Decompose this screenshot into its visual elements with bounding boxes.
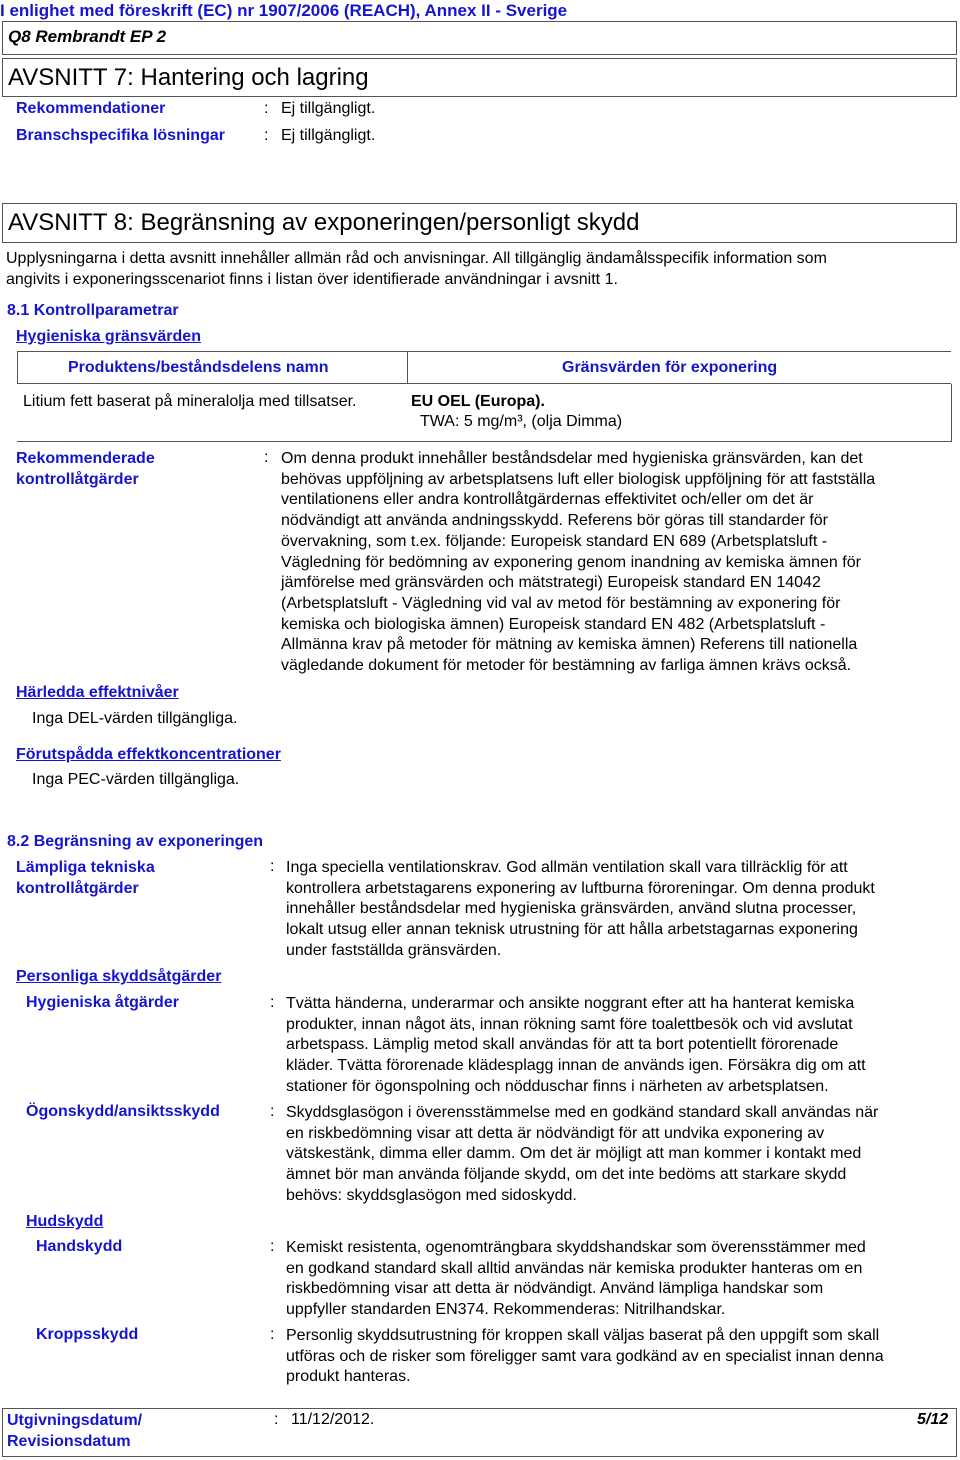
label-line: Rekommenderade bbox=[16, 450, 155, 467]
product-name: Q8 Rembrandt EP 2 bbox=[8, 27, 167, 46]
label-line: Lämpliga tekniska bbox=[16, 859, 155, 876]
body-protection-text bbox=[286, 1326, 956, 1388]
label-line: kontrollåtgärder bbox=[16, 879, 139, 897]
text-line: Skyddsglasögon i överensstämmelse med en godkänd standard skall användas när bbox=[286, 1104, 879, 1121]
body-protection-label: Kroppsskydd bbox=[36, 1326, 139, 1343]
text-line: innehåller beståndsdelar med hygieniska gränsvärden, använd slutna processer, bbox=[286, 900, 857, 918]
text-line: ventilationens eller andra kontrollåtgärdernas effektivitet och/eller om det är bbox=[281, 491, 814, 509]
text-line: stationer för ögonspolning och nödduschar finns i närheten av arbetsplatsen. bbox=[286, 1077, 829, 1095]
industry-solutions-label: Branschspecifika lösningar bbox=[16, 127, 225, 144]
footer-date-label bbox=[7, 1411, 142, 1452]
text-line: uppfyller standarden EN374. Rekommenderas: Nitrilhandskar. bbox=[286, 1301, 726, 1319]
recommended-controls-text bbox=[281, 449, 956, 677]
text-line: kläder. Tvätta förorenade klädesplagg innan de används igen. Försäkra dig om att bbox=[286, 1057, 866, 1075]
ppe-heading: Personliga skyddsåtgärder bbox=[16, 968, 222, 985]
text-line: behövas uppföljning av arbetsplatsens luft eller biologisk uppföljning för att fastställa bbox=[281, 470, 876, 488]
hand-protection-text bbox=[286, 1238, 956, 1321]
recommended-controls-label bbox=[16, 449, 155, 490]
engineering-controls-label bbox=[16, 858, 155, 899]
text-line: en riskbedömning visar att detta är nödvändigt för att undvika exponering av bbox=[286, 1124, 825, 1142]
text-line: lokalt utsug eller annan teknisk utrustning för att hålla arbetstagarnas exponering bbox=[286, 921, 858, 939]
text-line: arbetspass. Lämplig metod skall användas för att ta bort potentiellt förorenade bbox=[286, 1036, 839, 1054]
text-line: produkter, innan något äts, innan rökning samt före toalettbesök och vid avslutat bbox=[286, 1015, 853, 1033]
text-line: en godkand standard skall alltid användas när kemiska produkter hanteras om en bbox=[286, 1259, 863, 1277]
recommendations-label: Rekommendationer bbox=[16, 100, 166, 117]
text-line: Allmänna krav på metoder för mätning av kemiska ämnen) Referens till nationella bbox=[281, 636, 858, 654]
colon: : bbox=[274, 1411, 279, 1428]
intro-line: Upplysningarna i detta avsnitt innehåller allmän råd och anvisningar. All tillgänglig ändamålsspecifik information som bbox=[6, 250, 827, 267]
text-line: under fastställda gränsvärden. bbox=[286, 941, 502, 959]
colon: : bbox=[270, 858, 275, 875]
colon: : bbox=[270, 1103, 275, 1120]
text-line: Om denna produkt innehåller beståndsdelar med hygieniska gränsvärden, kan det bbox=[281, 450, 863, 467]
engineering-controls-text bbox=[286, 858, 956, 962]
text-line: ämnet bör man använda följande skydd, om det inte bedöms att starkare skydd bbox=[286, 1166, 847, 1184]
label-line: Revisionsdatum bbox=[7, 1432, 131, 1450]
text-line: kontrollera arbetstagarens exponering av luftburna föroreningar. Om denna produkt bbox=[286, 879, 875, 897]
eye-protection-label: Ögonskydd/ansiktsskydd bbox=[26, 1103, 220, 1120]
table-row-limit-title: EU OEL (Europa). bbox=[411, 393, 545, 410]
colon: : bbox=[270, 1326, 275, 1343]
colon: : bbox=[264, 449, 269, 466]
label-line: Utgivningsdatum/ bbox=[7, 1412, 143, 1429]
colon: : bbox=[264, 100, 269, 117]
pnec-heading: Förutspådda effektkoncentrationer bbox=[16, 746, 281, 763]
hygienic-limits-heading: Hygieniska gränsvärden bbox=[16, 328, 201, 345]
text-line: jämförelse med gränsvärden och mätstrategi) Europeisk standard EN 14042 bbox=[281, 574, 821, 592]
table-header-divider bbox=[407, 351, 408, 384]
colon: : bbox=[270, 994, 275, 1011]
intro-line: angivits i exponeringsscenariot finns i listan över identifierade användningar i avsnitt 1. bbox=[6, 270, 618, 288]
skin-protection-heading: Hudskydd bbox=[26, 1213, 104, 1230]
pnec-text: Inga PEC-värden tillgängliga. bbox=[32, 771, 240, 788]
eye-protection-text bbox=[286, 1103, 956, 1207]
recommendations-value: Ej tillgängligt. bbox=[281, 100, 376, 117]
text-line: produkt hanteras. bbox=[286, 1368, 411, 1386]
section8-title: AVSNITT 8: Begränsning av exponeringen/personligt skydd bbox=[8, 209, 640, 236]
colon: : bbox=[270, 1238, 275, 1255]
colon: : bbox=[264, 127, 269, 144]
text-line: Vägledning för bedömning av exponering genom inandning av kemiska ämnen för bbox=[281, 553, 861, 571]
text-line: behövs: skyddsglasögon med sidoskydd. bbox=[286, 1186, 577, 1204]
table-row-bottom-line bbox=[17, 441, 951, 442]
footer-box bbox=[2, 1408, 957, 1457]
label-line: kontrollåtgärder bbox=[16, 470, 139, 488]
text-line: vätskestänk, dimma eller damm. Om det är möjligt att man kommer i kontakt med bbox=[286, 1145, 862, 1163]
sub-heading-8-1: 8.1 Kontrollparametrar bbox=[7, 302, 179, 319]
footer-page-number: 5/12 bbox=[917, 1411, 949, 1428]
table-col-product-name: Produktens/beståndsdelens namn bbox=[68, 359, 329, 376]
dnel-text: Inga DEL-värden tillgängliga. bbox=[32, 710, 238, 727]
sub-heading-8-2: 8.2 Begränsning av exponeringen bbox=[7, 833, 264, 850]
dnel-heading: Härledda effektnivåer bbox=[16, 684, 179, 701]
industry-solutions-value: Ej tillgängligt. bbox=[281, 127, 376, 144]
table-row-name: Litium fett baserat på mineralolja med tillsatser. bbox=[23, 393, 357, 410]
text-line: övervakning, som t.ex. följande: Europeisk standard EN 689 (Arbetsplatsluft - bbox=[281, 532, 828, 550]
table-right-line bbox=[951, 384, 952, 442]
table-row-limit-value: TWA: 5 mg/m³, (olja Dimma) bbox=[420, 413, 623, 430]
hygiene-measures-text bbox=[286, 994, 956, 1098]
text-line: Inga speciella ventilationskrav. God allmän ventilation skall vara tillräcklig för att bbox=[286, 859, 848, 876]
regulation-header: I enlighet med föreskrift (EC) nr 1907/2006 (REACH), Annex II - Sverige bbox=[0, 1, 568, 20]
footer-date: 11/12/2012. bbox=[291, 1411, 375, 1428]
text-line: Tvätta händerna, underarmar och ansikte noggrant efter att ha hanterat kemiska bbox=[286, 995, 855, 1012]
table-col-exposure-limits: Gränsvärden för exponering bbox=[562, 359, 778, 376]
text-line: (Arbetsplatsluft - Vägledning vid val av metod för bestämning av exponering för bbox=[281, 594, 841, 612]
hand-protection-label: Handskydd bbox=[36, 1238, 123, 1255]
hygiene-measures-label: Hygieniska åtgärder bbox=[26, 994, 179, 1011]
section8-intro bbox=[6, 249, 956, 290]
text-line: nödvändigt att använda andningsskydd. Referens bör göras till standarder för bbox=[281, 512, 829, 530]
text-line: kemiska och biologiska ämnen) Europeisk standard EN 482 (Arbetsplatsluft - bbox=[281, 615, 826, 633]
text-line: utföras och de risker som föreligger samt vara godkänd av en specialist innan denna bbox=[286, 1347, 884, 1365]
text-line: vägledande dokument för metoder för bestämning av farliga ämnen krävs också. bbox=[281, 657, 852, 675]
text-line: Kemiskt resistenta, ogenomträngbara skyddshandskar som överensstämmer med bbox=[286, 1239, 866, 1256]
text-line: riskbedömning visar att detta är nödvändigt. Använd lämpliga handskar som bbox=[286, 1280, 824, 1298]
text-line: Personlig skyddsutrustning för kroppen skall väljas baserat på den uppgift som skall bbox=[286, 1327, 880, 1344]
section7-title: AVSNITT 7: Hantering och lagring bbox=[8, 64, 369, 91]
